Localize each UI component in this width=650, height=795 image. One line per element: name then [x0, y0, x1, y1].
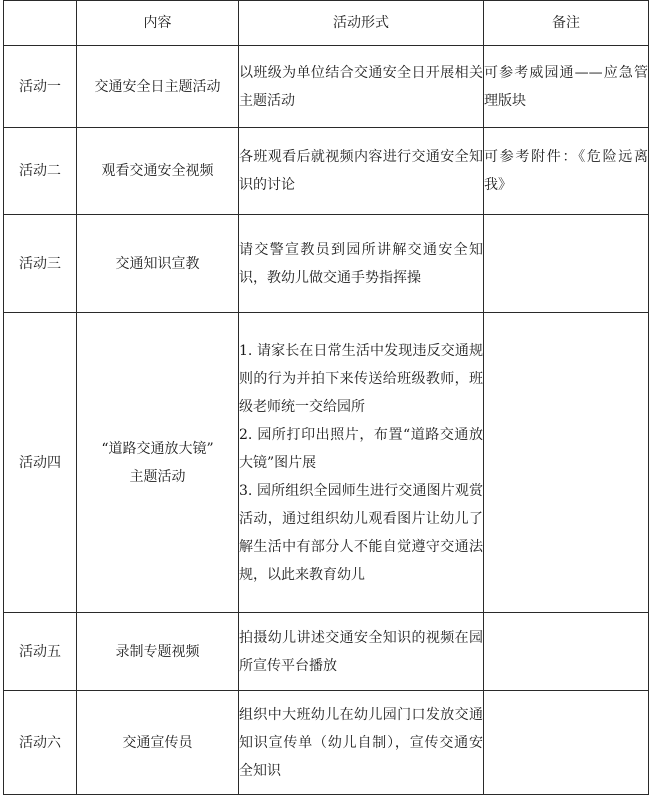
activity-form — [239, 46, 484, 128]
table-row — [4, 691, 649, 795]
content-line: 主题活动 — [129, 468, 186, 485]
activity-name: 活动二 — [4, 128, 77, 215]
table-header-row — [4, 1, 649, 46]
table-row — [4, 613, 649, 691]
form-line: 2. 园所打印出照片，布置“道路交通放大镜”图片展 — [239, 426, 483, 471]
content-line: 交通安全日主题活动 — [94, 78, 221, 95]
header-blank — [4, 1, 77, 46]
table-row — [4, 313, 649, 613]
form-line: 拍摄幼儿讲述交通安全知识的视频在园所宣传平台播放 — [239, 629, 483, 674]
activity-form — [239, 215, 484, 313]
header-activity-form: 活动形式 — [239, 1, 484, 46]
activity-content — [77, 215, 239, 313]
form-line: 3. 园所组织全园师生进行交通图片观赏活动，通过组织幼儿观看图片让幼儿了解生活中有部分人不能自觉遵守交通法规，以此来教育幼儿 — [239, 482, 483, 583]
activity-form — [239, 128, 484, 215]
table-row — [4, 46, 649, 128]
form-line: 组织中大班幼儿在幼儿园门口发放交通知识宣传单（幼儿自制），宣传交通安全知识 — [239, 706, 483, 779]
table-row — [4, 215, 649, 313]
activity-form — [239, 313, 484, 613]
content-line: 录制专题视频 — [115, 643, 200, 660]
activity-content — [77, 691, 239, 795]
table-row — [4, 128, 649, 215]
form-line: 1. 请家长在日常生活中发现违反交通规则的行为并拍下来传送给班级教师，班级老师统一交给园所 — [239, 342, 483, 415]
activity-content — [77, 46, 239, 128]
activity-table — [3, 0, 649, 795]
content-line: 交通知识宣教 — [115, 255, 200, 272]
activity-name: 活动四 — [4, 313, 77, 613]
activity-name: 活动一 — [4, 46, 77, 128]
activity-content — [77, 128, 239, 215]
form-line: 请交警宣教员到园所讲解交通安全知识，教幼儿做交通手势指挥操 — [239, 241, 483, 286]
content-line: 观看交通安全视频 — [101, 163, 214, 179]
activity-name: 活动五 — [4, 613, 77, 691]
header-content: 内容 — [77, 1, 239, 46]
content-line: “道路交通放大镜” — [101, 440, 214, 457]
form-line: 以班级为单位结合交通安全日开展相关主题活动 — [239, 64, 483, 109]
activity-name: 活动六 — [4, 691, 77, 795]
form-line: 各班观看后就视频内容进行交通安全知识的讨论 — [239, 149, 483, 193]
content-line: 交通宣传员 — [122, 734, 193, 751]
header-remarks: 备注 — [484, 1, 649, 46]
activity-note — [484, 313, 649, 613]
activity-note: 可参考威园通——应急管理版块 — [484, 46, 649, 128]
activity-note — [484, 613, 649, 691]
activity-content — [77, 613, 239, 691]
activity-note — [484, 691, 649, 795]
activity-content — [77, 313, 239, 613]
activity-form — [239, 613, 484, 691]
activity-form — [239, 691, 484, 795]
activity-note: 可参考附件：《危险远离我》 — [484, 128, 649, 215]
activity-name: 活动三 — [4, 215, 77, 313]
activity-note — [484, 215, 649, 313]
